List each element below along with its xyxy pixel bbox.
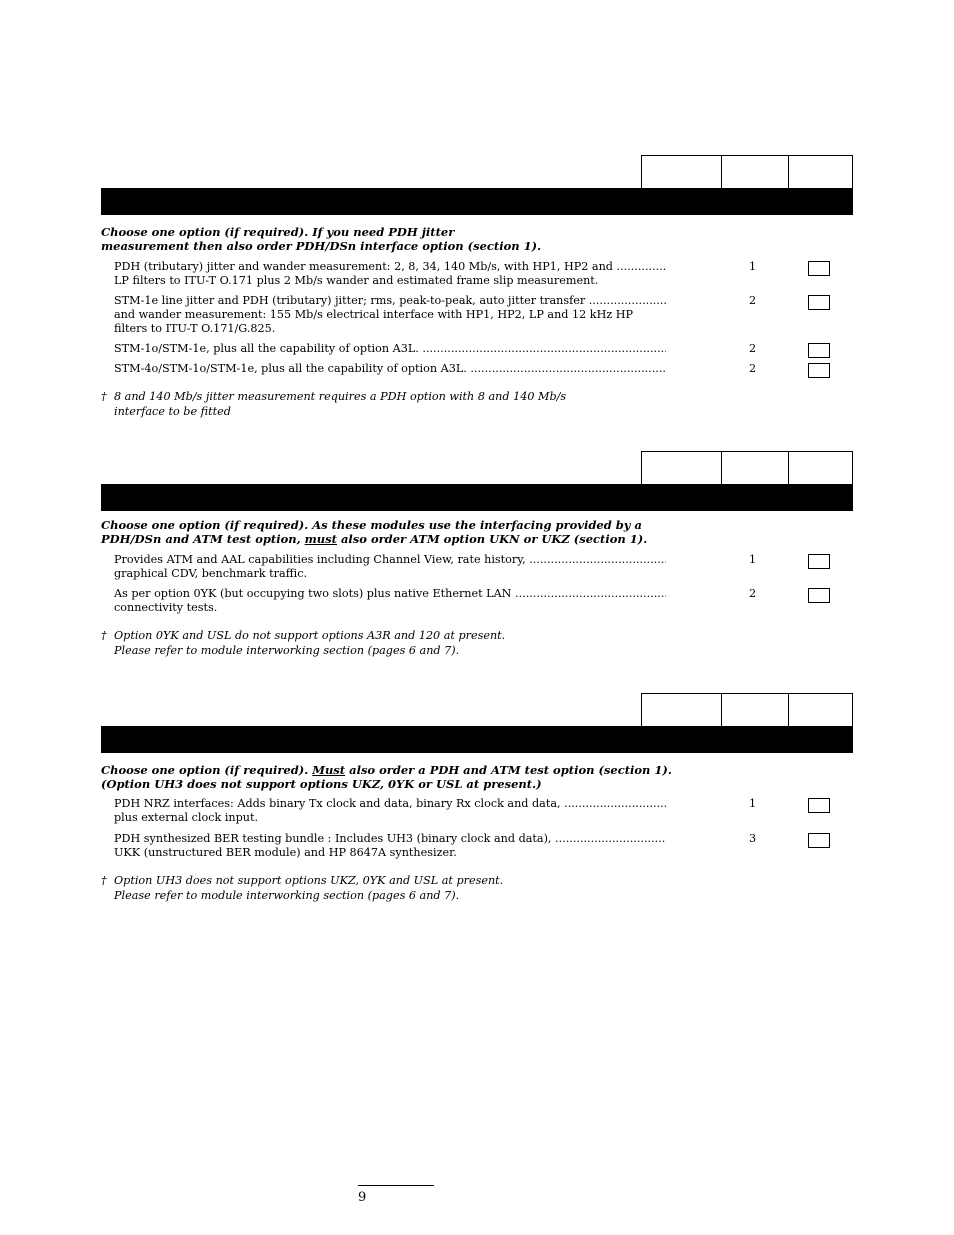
option-description: STM-4o/STM-1o/STM-1e, plus all the capability of option A3L. ..... (114, 362, 666, 376)
option-row (114, 553, 854, 581)
column-header-option (641, 451, 722, 484)
order-checkbox[interactable] (808, 798, 830, 813)
column-header-option (641, 155, 722, 188)
column-header-slots (721, 693, 789, 726)
option-row (114, 342, 854, 356)
dagger-mark: † (101, 874, 107, 887)
column-header-slots (721, 155, 789, 188)
slot-count: 1 (749, 260, 757, 273)
emphasis-must: Must (312, 763, 346, 777)
column-header-order (788, 693, 853, 726)
column-header-order (788, 451, 853, 484)
footnote: † Option UH3 does not support options UKZ, 0YK and USL at present. Please refer to module interworking section (pages 6 and 7). (101, 874, 504, 902)
slot-count: 3 (749, 832, 757, 845)
option-row (114, 294, 854, 336)
option-description: PDH synthesized BER testing bundle : Includes UH3 (binary clock and data), ..... UKK (unstructured BER module) and HP 8647A synthesizer. (114, 832, 666, 860)
slot-count: 2 (749, 294, 757, 307)
footnote: † 8 and 140 Mb/s jitter measurement requires a PDH option with 8 and 140 Mb/s interface to be fitted (101, 390, 567, 418)
order-checkbox[interactable] (808, 295, 830, 310)
order-checkbox[interactable] (808, 833, 830, 848)
option-description: STM-1o/STM-1e, plus all the capability of option A3L. ..... (114, 342, 666, 356)
slot-count: 2 (749, 587, 757, 600)
column-header-order (788, 155, 853, 188)
jitter-options-section (101, 155, 853, 425)
option-description: STM-1e line jitter and PDH (tributary) jitter; rms, peak-to-peak, auto jitter transfer ..... and wander measurement: 155 Mb/s electrical interface with HP1, HP2, LP and 12 kHz HP filters to ITU-T O.171/G.825. (114, 294, 666, 336)
option-row (114, 587, 854, 615)
section-intro: Choose one option (if required). If you need PDH jitter measurement then also order PDH/DSn interface option (section 1). (101, 225, 542, 253)
order-checkbox[interactable] (808, 261, 830, 276)
dagger-mark: † (101, 390, 107, 403)
option-description: As per option 0YK (but occupying two slots) plus native Ethernet LAN ..... connectivity tests. (114, 587, 666, 615)
option-description: Provides ATM and AAL capabilities including Channel View, rate history, ..... graphical CDV, benchmark traffic. (114, 553, 666, 581)
section-header-bar (101, 726, 853, 753)
section-header-bar (101, 188, 853, 215)
atm-options-section (101, 451, 853, 666)
order-checkbox[interactable] (808, 588, 830, 603)
order-checkbox[interactable] (808, 363, 830, 378)
column-header-slots (721, 451, 789, 484)
section-intro: Choose one option (if required). Must also order a PDH and ATM test option (section 1). (Option UH3 does not support options UKZ, 0YK or USL at present.) (101, 763, 672, 791)
option-row (114, 832, 854, 860)
pdh-bert-options-section (101, 693, 853, 908)
option-row (114, 797, 854, 825)
slot-count: 2 (749, 342, 757, 355)
emphasis-must: must (304, 532, 337, 546)
dagger-mark: † (101, 629, 107, 642)
option-description: PDH NRZ interfaces: Adds binary Tx clock and data, binary Rx clock and data, ..... plus external clock input. (114, 797, 666, 825)
order-checkbox[interactable] (808, 343, 830, 358)
column-header-option (641, 693, 722, 726)
order-checkbox[interactable] (808, 554, 830, 569)
slot-count: 2 (749, 362, 757, 375)
option-description: PDH (tributary) jitter and wander measurement: 2, 8, 34, 140 Mb/s, with HP1, HP2 and ..... LP filters to ITU-T O.171 plus 2 Mb/s wander and estimated frame slip measurement. (114, 260, 666, 288)
slot-count: 1 (749, 553, 757, 566)
option-row (114, 362, 854, 376)
slot-count: 1 (749, 797, 757, 810)
footer-rule (358, 1185, 434, 1186)
section-header-bar (101, 484, 853, 511)
option-row (114, 260, 854, 288)
section-intro: Choose one option (if required). As these modules use the interfacing provided by a PDH/DSn and ATM test option, must also order ATM option UKN or UKZ (section 1). (101, 518, 648, 546)
footnote: † Option 0YK and USL do not support options A3R and 120 at present. Please refer to module interworking section (pages 6 and 7). (101, 629, 506, 657)
page-number: 9 (358, 1190, 367, 1205)
